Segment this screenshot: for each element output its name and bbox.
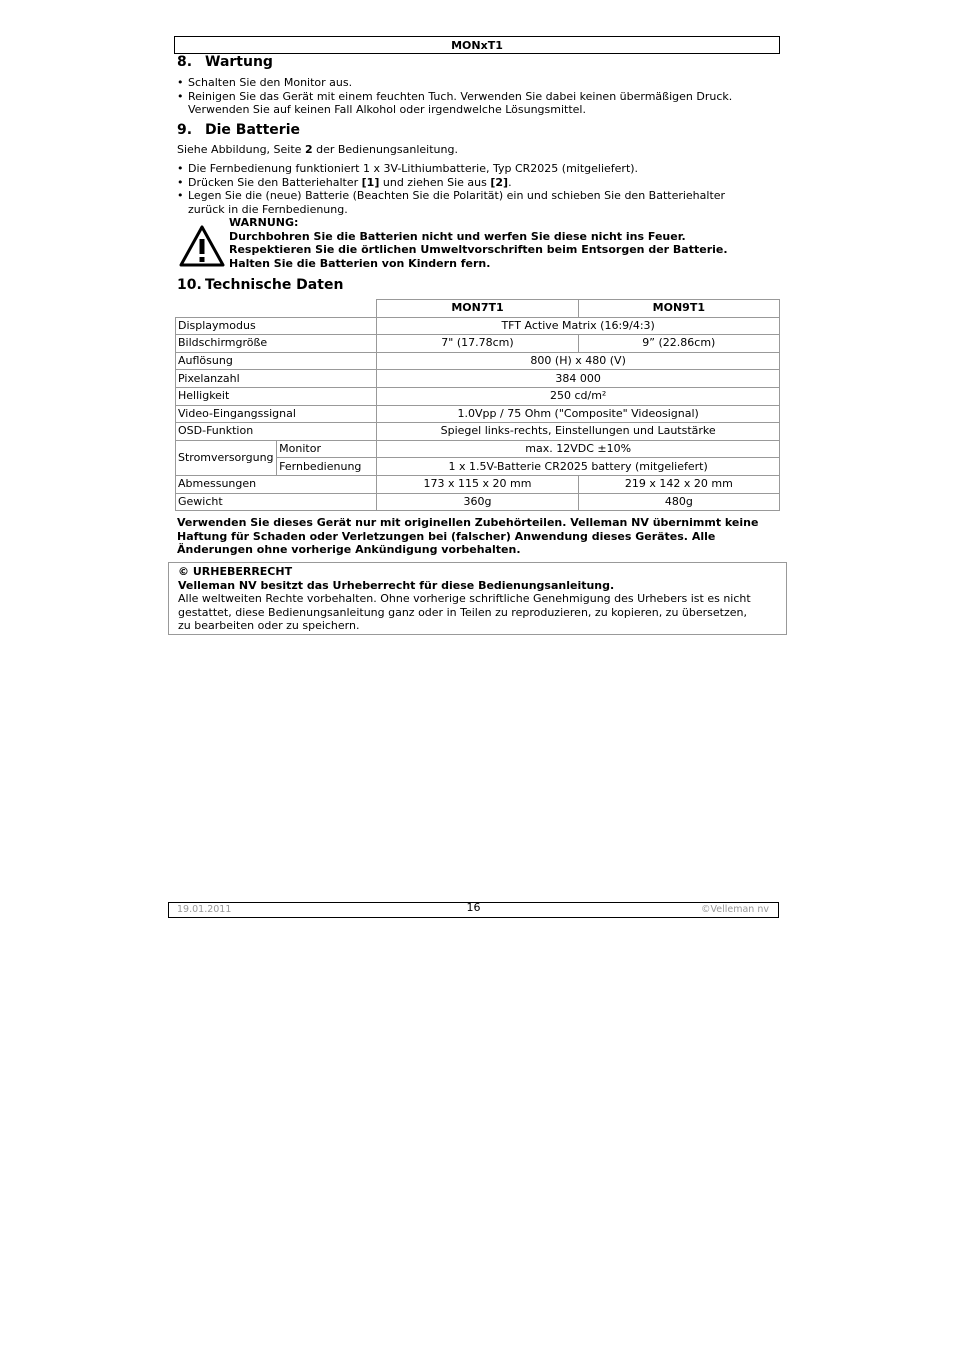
table-row: [176, 475, 780, 493]
section-heading-technische-daten: [177, 277, 343, 293]
row-value: Spiegel links-rechts, Einstellungen und Lautstärke: [377, 423, 780, 441]
wartung-list: [177, 76, 777, 117]
row-value: TFT Active Matrix (16:9/4:3): [377, 317, 780, 335]
row-value: 480g: [578, 493, 779, 511]
section-number: 9.: [177, 122, 193, 138]
list-item: • Drücken Sie den Batteriehalter [1] und ziehen Sie aus [2].: [177, 175, 512, 189]
copyright-subtitle: Velleman NV besitzt das Urheberrecht für diese Bedienungsanleitung.: [178, 578, 615, 592]
table-row: [176, 387, 780, 405]
footer: [168, 902, 779, 918]
table-row: [176, 352, 780, 370]
page-number: 16: [466, 901, 481, 914]
row-label: OSD-Funktion: [176, 423, 377, 441]
table-row: [176, 300, 780, 318]
row-label: Pixelanzahl: [176, 370, 377, 388]
spec-table: [175, 299, 780, 511]
note-line: Änderungen ohne vorherige Ankündigung vorbehalten.: [177, 543, 521, 556]
row-sublabel: Fernbedienung: [277, 458, 377, 476]
warning-triangle-icon: [179, 225, 225, 267]
row-sublabel: Monitor: [277, 440, 377, 458]
table-row: [176, 440, 780, 458]
section-number: 8.: [177, 54, 193, 70]
warning-text: [229, 216, 728, 270]
row-label: Gewicht: [176, 493, 377, 511]
row-value: 9” (22.86cm): [578, 335, 779, 353]
section-heading-batterie: [177, 122, 300, 138]
row-value: max. 12VDC ±10%: [377, 440, 780, 458]
table-row: [176, 370, 780, 388]
section-heading-wartung: [177, 54, 273, 70]
row-label: Stromversorgung: [176, 440, 277, 475]
batterie-intro: Siehe Abbildung, Seite 2 der Bedienungsanleitung.: [177, 143, 458, 156]
row-label: Bildschirmgröße: [176, 335, 377, 353]
list-item: • Reinigen Sie das Gerät mit einem feuchten Tuch. Verwenden Sie dabei keinen übermäßigen Druck. Verwenden Sie auf keinen Fall Alkohol oder irgendwelche Lösungsmittel.: [177, 89, 733, 116]
copyright-line: zu bearbeiten oder zu speichern.: [178, 619, 360, 632]
table-row: [176, 317, 780, 335]
warning-line: Durchbohren Sie die Batterien nicht und werfen Sie diese nicht ins Feuer.: [229, 229, 686, 243]
list-item: • Die Fernbedienung funktioniert 1 x 3V-Lithiumbatterie, Typ CR2025 (mitgeliefert).: [177, 162, 639, 175]
note-line: Haftung für Schaden oder Verletzungen bei (falscher) Anwendung dieses Gerätes. Alle: [177, 529, 716, 543]
warning-line: Halten Sie die Batterien von Kindern fern.: [229, 256, 491, 270]
warning-line: Respektieren Sie die örtlichen Umweltvorschriften beim Entsorgen der Batterie.: [229, 243, 728, 256]
section-number: 10.: [177, 277, 202, 293]
accessory-note: [177, 516, 777, 557]
row-value: 7" (17.78cm): [377, 335, 578, 353]
row-value: 173 x 115 x 20 mm: [377, 475, 578, 493]
copyright-line: Alle weltweiten Rechte vorbehalten. Ohne vorherige schriftliche Genehmigung des Urhebers ist es nicht: [178, 592, 751, 605]
column-header-mon9t1: MON9T1: [578, 300, 779, 318]
row-value: 1 x 1.5V-Batterie CR2025 battery (mitgeliefert): [377, 458, 780, 476]
row-value: 360g: [377, 493, 578, 511]
row-value: 219 x 142 x 20 mm: [578, 475, 779, 493]
note-line: Verwenden Sie dieses Gerät nur mit originellen Zubehörteilen. Velleman NV übernimmt keine: [177, 516, 759, 529]
table-row: [176, 335, 780, 353]
row-value: 250 cd/m²: [377, 387, 780, 405]
row-value: 800 (H) x 480 (V): [377, 352, 780, 370]
row-label: Helligkeit: [176, 387, 377, 405]
list-item: • Legen Sie die (neue) Batterie (Beachten Sie die Polarität) ein und schieben Sie den Batteriehalter zurück in die Fernbedienung.: [177, 189, 726, 216]
batterie-list: [177, 162, 777, 216]
row-label: Abmessungen: [176, 475, 377, 493]
footer-date: 19.01.2011: [177, 904, 232, 915]
section-title: Die Batterie: [205, 122, 300, 138]
footer-copyright: ©Velleman nv: [701, 904, 769, 915]
section-title: Technische Daten: [205, 277, 344, 293]
header-title: MONxT1: [174, 36, 780, 54]
copyright-line: gestattet, diese Bedienungsanleitung ganz oder in Teilen zu reproduzieren, zu kopieren, zu übersetzen,: [178, 605, 747, 619]
row-value: 384 000: [377, 370, 780, 388]
list-item: • Schalten Sie den Monitor aus.: [177, 76, 353, 89]
warning-title: WARNUNG:: [229, 216, 299, 229]
column-header-mon7t1: MON7T1: [377, 300, 578, 318]
row-label: Displaymodus: [176, 317, 377, 335]
copyright-box: [168, 562, 787, 635]
row-value: 1.0Vpp / 75 Ohm ("Composite" Videosignal): [377, 405, 780, 423]
table-row: [176, 493, 780, 511]
table-row: [176, 423, 780, 441]
row-label: Video-Eingangssignal: [176, 405, 377, 423]
section-title: Wartung: [205, 54, 273, 70]
row-label: Auflösung: [176, 352, 377, 370]
copyright-title: © URHEBERRECHT: [178, 565, 293, 578]
table-row: [176, 405, 780, 423]
